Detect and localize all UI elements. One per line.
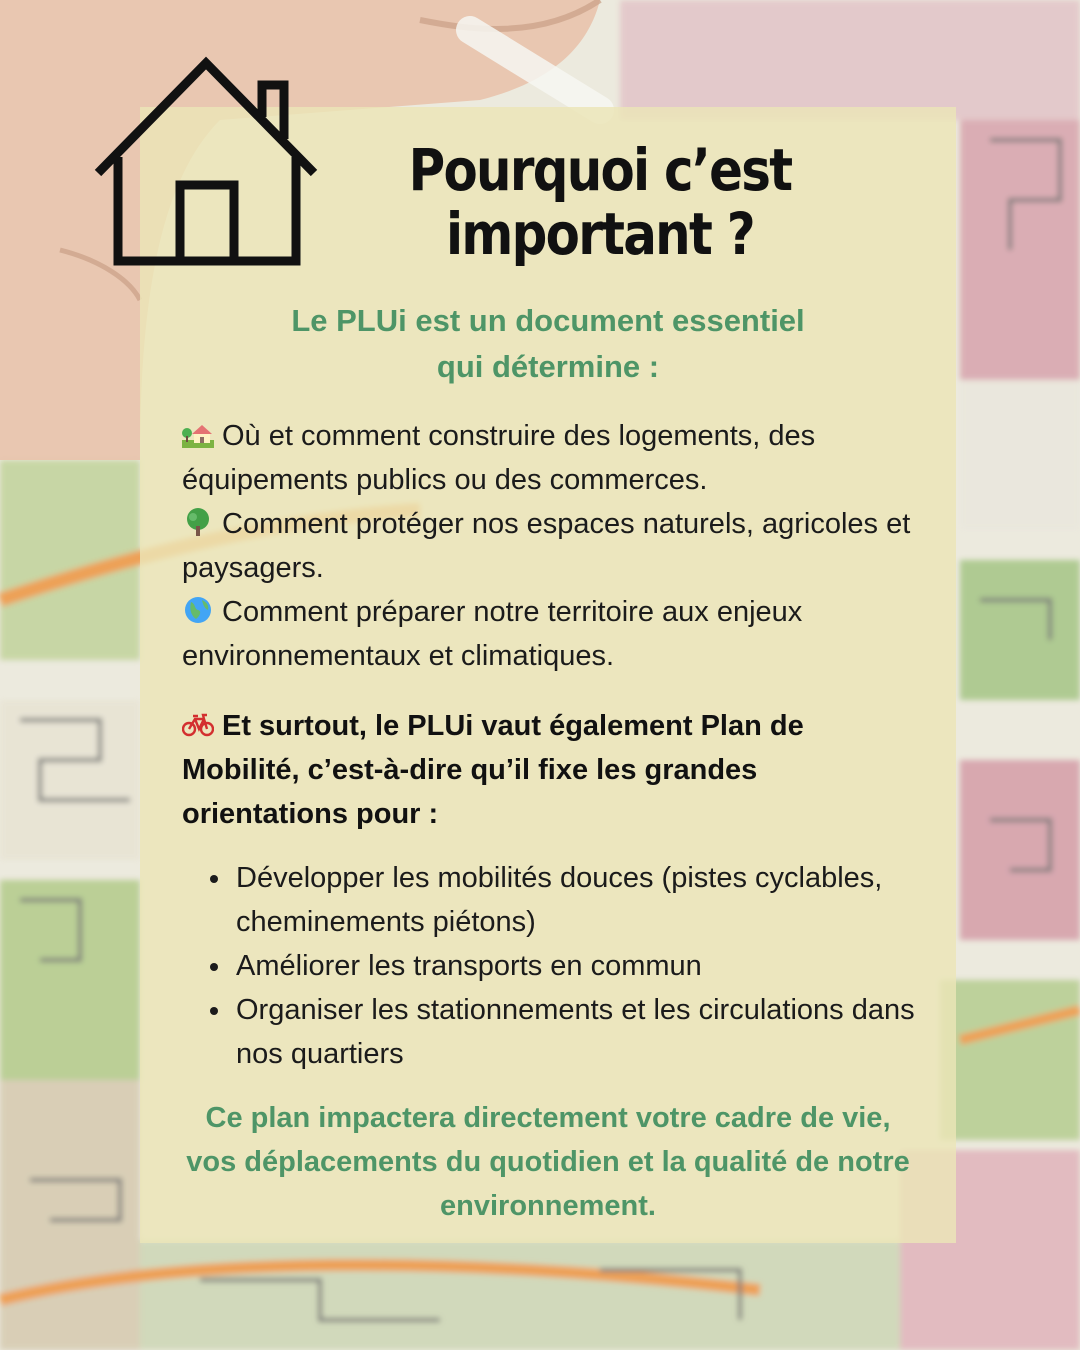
house-icon bbox=[90, 55, 326, 271]
bullet-dot bbox=[210, 1007, 218, 1015]
bullet-dot bbox=[210, 963, 218, 971]
key-point-climate bbox=[182, 590, 922, 678]
list-item bbox=[182, 856, 922, 944]
list-item-text: Améliorer les transports en commun bbox=[236, 950, 702, 982]
list-item bbox=[182, 944, 922, 988]
bullet-dot bbox=[210, 875, 218, 883]
closing-statement: Ce plan impactera directement votre cadre de vie, vos déplacements du quotidien et la qualité de notre environnement. bbox=[186, 1102, 910, 1222]
key-point-housing bbox=[182, 414, 922, 502]
title-line-2: important ? bbox=[446, 200, 754, 268]
lead-line-2: qui détermine : bbox=[436, 349, 660, 384]
mobility-highlight-text: Et surtout, le PLUi vaut également Plan de Mobilité, c’est-à-dire qu’il fixe les grandes orientations pour : bbox=[182, 710, 804, 830]
globe-icon bbox=[182, 596, 214, 624]
page-title bbox=[402, 138, 798, 266]
key-point-housing-text: Où et comment construire des logements, des équipements publics ou des commerces. bbox=[182, 420, 816, 496]
title-line-1: Pourquoi c’est bbox=[408, 136, 792, 204]
lead-line-1: Le PLUi est un document essentiel bbox=[291, 303, 805, 338]
list-item-text: Organiser les stationnements et les circulations dans nos quartiers bbox=[236, 994, 915, 1070]
key-points bbox=[182, 414, 922, 678]
key-point-nature bbox=[182, 502, 922, 590]
house-with-garden-icon bbox=[182, 420, 214, 448]
key-point-climate-text: Comment préparer notre territoire aux enjeux environnementaux et climatiques. bbox=[182, 596, 803, 672]
key-point-nature-text: Comment protéger nos espaces naturels, agricoles et paysagers. bbox=[182, 508, 911, 584]
lead-text bbox=[180, 298, 916, 390]
list-item-text: Développer les mobilités douces (pistes cyclables, cheminements piétons) bbox=[236, 862, 883, 938]
bicycle-icon bbox=[182, 710, 214, 738]
tree-icon bbox=[182, 508, 214, 536]
list-item bbox=[182, 988, 922, 1076]
mobility-goals-list bbox=[182, 856, 922, 1076]
mobility-highlight bbox=[182, 704, 882, 836]
